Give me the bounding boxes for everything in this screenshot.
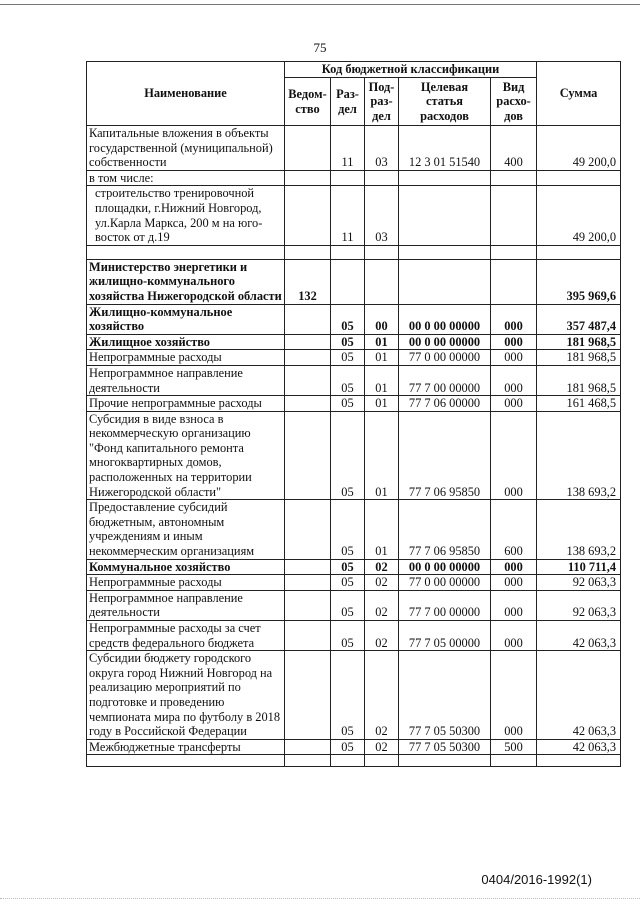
cell-name: Жилищно-коммунальное хозяйство [87, 304, 285, 334]
cell-expense-type: 000 [491, 575, 537, 591]
cell-name: Непрограммные расходы за счет средств федерального бюджета [87, 621, 285, 651]
cell-expense-type: 000 [491, 396, 537, 412]
cell-name: Непрограммное направление деятельности [87, 590, 285, 620]
cell-expense-type: 600 [491, 500, 537, 559]
cell-target-article: 77 7 05 50300 [399, 651, 491, 740]
cell-podrazdel [365, 755, 399, 767]
spacer-cell [491, 245, 537, 259]
cell-name: Непрограммные расходы [87, 575, 285, 591]
cell-expense-type: 000 [491, 411, 537, 500]
cell-sum: 49 200,0 [537, 126, 621, 171]
table-row [87, 621, 621, 651]
cell-sum [537, 755, 621, 767]
cell-sum: 138 693,2 [537, 500, 621, 559]
cell-razdel: 05 [331, 500, 365, 559]
cell-sum: 42 063,3 [537, 621, 621, 651]
cell-expense-type: 000 [491, 365, 537, 395]
document-code: 0404/2016-1992(1) [481, 872, 592, 887]
cell-target-article: 77 7 00 00000 [399, 365, 491, 395]
cell-name: Субсидии бюджету городского округа город Нижний Новгород на реализацию мероприятий по подготовке и проведению чемпионата мира по футболу в 2018 году в Российской Федерации [87, 651, 285, 740]
cell-target-article: 00 0 00 00000 [399, 334, 491, 350]
spacer-cell [365, 245, 399, 259]
cell-sum [537, 170, 621, 186]
cell-name: Непрограммное направление деятельности [87, 365, 285, 395]
table-row [87, 739, 621, 755]
table-row [87, 755, 621, 767]
cell-podrazdel: 02 [365, 621, 399, 651]
spacer-cell [331, 245, 365, 259]
cell-podrazdel: 01 [365, 500, 399, 559]
cell-razdel [331, 259, 365, 304]
cell-name: Предоставление субсидий бюджетным, автономным учреждениям и иным некоммерческим организациям [87, 500, 285, 559]
cell-sum: 42 063,3 [537, 739, 621, 755]
cell-podrazdel: 02 [365, 739, 399, 755]
cell-target-article: 77 7 06 95850 [399, 500, 491, 559]
cell-podrazdel: 01 [365, 396, 399, 412]
cell-razdel: 05 [331, 590, 365, 620]
cell-sum: 357 487,4 [537, 304, 621, 334]
table-row [87, 126, 621, 171]
cell-vedomstvo [285, 304, 331, 334]
cell-vedomstvo [285, 334, 331, 350]
table-row [87, 365, 621, 395]
cell-expense-type: 500 [491, 739, 537, 755]
page-number: 75 [313, 40, 327, 55]
cell-name: Субсидия в виде взноса в некоммерческую организацию "Фонд капитального ремонта многоквартирных домов, расположенных на территории Нижегородской области" [87, 411, 285, 500]
budget-table [86, 61, 621, 767]
cell-target-article [399, 259, 491, 304]
cell-sum: 42 063,3 [537, 651, 621, 740]
cell-vedomstvo [285, 575, 331, 591]
cell-vedomstvo [285, 170, 331, 186]
cell-razdel: 05 [331, 304, 365, 334]
spacer-cell [285, 245, 331, 259]
header-vedomstvo: Ведом-ство [285, 78, 331, 126]
cell-expense-type [491, 259, 537, 304]
cell-vedomstvo [285, 126, 331, 171]
header-classification-group: Код бюджетной классификации [285, 62, 537, 78]
cell-expense-type: 400 [491, 126, 537, 171]
cell-target-article: 77 7 05 00000 [399, 621, 491, 651]
cell-podrazdel [365, 259, 399, 304]
header-razdel: Раз-дел [331, 78, 365, 126]
cell-target-article: 77 7 00 00000 [399, 590, 491, 620]
cell-razdel: 05 [331, 365, 365, 395]
cell-target-article: 77 7 05 50300 [399, 739, 491, 755]
cell-target-article: 77 7 06 00000 [399, 396, 491, 412]
table-body [87, 126, 621, 767]
cell-vedomstvo [285, 651, 331, 740]
cell-sum: 49 200,0 [537, 186, 621, 245]
cell-name: Министерство энергетики и жилищно-коммунального хозяйства Нижегородской области [87, 259, 285, 304]
cell-podrazdel: 01 [365, 365, 399, 395]
cell-vedomstvo [285, 411, 331, 500]
cell-name: Капитальные вложения в объекты государственной (муниципальной) собственности [87, 126, 285, 171]
table-row [87, 559, 621, 575]
cell-name: строительство тренировочной площадки, г.Нижний Новгород, ул.Карла Маркса, 200 м на юго-восток от д.19 [87, 186, 285, 245]
top-border-line [0, 4, 640, 5]
cell-razdel: 05 [331, 621, 365, 651]
table-row [87, 259, 621, 304]
cell-name: в том числе: [87, 170, 285, 186]
cell-podrazdel: 03 [365, 186, 399, 245]
cell-sum: 181 968,5 [537, 334, 621, 350]
cell-razdel: 05 [331, 651, 365, 740]
cell-razdel [331, 170, 365, 186]
cell-podrazdel: 01 [365, 350, 399, 366]
cell-podrazdel: 01 [365, 411, 399, 500]
cell-sum: 161 468,5 [537, 396, 621, 412]
cell-name: Жилищное хозяйство [87, 334, 285, 350]
header-name: Наименование [87, 62, 285, 126]
cell-podrazdel: 02 [365, 575, 399, 591]
table-row [87, 575, 621, 591]
table-row [87, 304, 621, 334]
cell-vedomstvo [285, 350, 331, 366]
table-row [87, 500, 621, 559]
cell-name [87, 755, 285, 767]
header-sum: Сумма [537, 62, 621, 126]
cell-name: Межбюджетные трансферты [87, 739, 285, 755]
cell-sum: 395 969,6 [537, 259, 621, 304]
cell-vedomstvo [285, 755, 331, 767]
cell-razdel [331, 755, 365, 767]
cell-sum: 181 968,5 [537, 365, 621, 395]
table-row [87, 170, 621, 186]
cell-vedomstvo [285, 621, 331, 651]
cell-vedomstvo [285, 365, 331, 395]
cell-expense-type: 000 [491, 350, 537, 366]
cell-podrazdel [365, 170, 399, 186]
cell-expense-type: 000 [491, 334, 537, 350]
cell-expense-type: 000 [491, 621, 537, 651]
cell-sum: 138 693,2 [537, 411, 621, 500]
cell-podrazdel: 01 [365, 334, 399, 350]
scan-artifact-line [0, 898, 640, 899]
spacer-cell [537, 245, 621, 259]
cell-name: Непрограммные расходы [87, 350, 285, 366]
cell-target-article: 00 0 00 00000 [399, 304, 491, 334]
cell-podrazdel: 02 [365, 590, 399, 620]
cell-target-article [399, 755, 491, 767]
cell-razdel: 05 [331, 559, 365, 575]
cell-podrazdel: 02 [365, 559, 399, 575]
cell-razdel: 05 [331, 739, 365, 755]
cell-razdel: 11 [331, 126, 365, 171]
cell-podrazdel: 00 [365, 304, 399, 334]
cell-podrazdel: 02 [365, 651, 399, 740]
cell-target-article [399, 186, 491, 245]
cell-expense-type: 000 [491, 559, 537, 575]
cell-razdel: 05 [331, 350, 365, 366]
cell-target-article: 77 0 00 00000 [399, 350, 491, 366]
cell-podrazdel: 03 [365, 126, 399, 171]
cell-razdel: 11 [331, 186, 365, 245]
header-expense-type: Вид расхо-дов [491, 78, 537, 126]
cell-expense-type [491, 186, 537, 245]
cell-name: Прочие непрограммные расходы [87, 396, 285, 412]
cell-vedomstvo [285, 500, 331, 559]
cell-vedomstvo [285, 739, 331, 755]
table-row [87, 186, 621, 245]
cell-expense-type: 000 [491, 304, 537, 334]
cell-vedomstvo [285, 186, 331, 245]
cell-target-article: 77 0 00 00000 [399, 575, 491, 591]
cell-expense-type: 000 [491, 651, 537, 740]
table-row [87, 396, 621, 412]
spacer-cell [399, 245, 491, 259]
cell-target-article: 00 0 00 00000 [399, 559, 491, 575]
cell-vedomstvo [285, 559, 331, 575]
header-podrazdel: Под-раз-дел [365, 78, 399, 126]
cell-target-article: 12 3 01 51540 [399, 126, 491, 171]
table-row [87, 590, 621, 620]
cell-razdel: 05 [331, 411, 365, 500]
cell-razdel: 05 [331, 575, 365, 591]
cell-target-article [399, 170, 491, 186]
cell-expense-type: 000 [491, 590, 537, 620]
cell-razdel: 05 [331, 396, 365, 412]
cell-vedomstvo: 132 [285, 259, 331, 304]
cell-name: Коммунальное хозяйство [87, 559, 285, 575]
table-row [87, 350, 621, 366]
cell-sum: 92 063,3 [537, 590, 621, 620]
cell-vedomstvo [285, 396, 331, 412]
spacer-cell [87, 245, 285, 259]
cell-sum: 110 711,4 [537, 559, 621, 575]
cell-razdel: 05 [331, 334, 365, 350]
table-row [87, 411, 621, 500]
cell-sum: 181 968,5 [537, 350, 621, 366]
header-target-article: Целевая статья расходов [399, 78, 491, 126]
cell-expense-type [491, 170, 537, 186]
cell-expense-type [491, 755, 537, 767]
table-row [87, 334, 621, 350]
cell-vedomstvo [285, 590, 331, 620]
cell-target-article: 77 7 06 95850 [399, 411, 491, 500]
cell-sum: 92 063,3 [537, 575, 621, 591]
spacer-row [87, 245, 621, 259]
table-row [87, 651, 621, 740]
